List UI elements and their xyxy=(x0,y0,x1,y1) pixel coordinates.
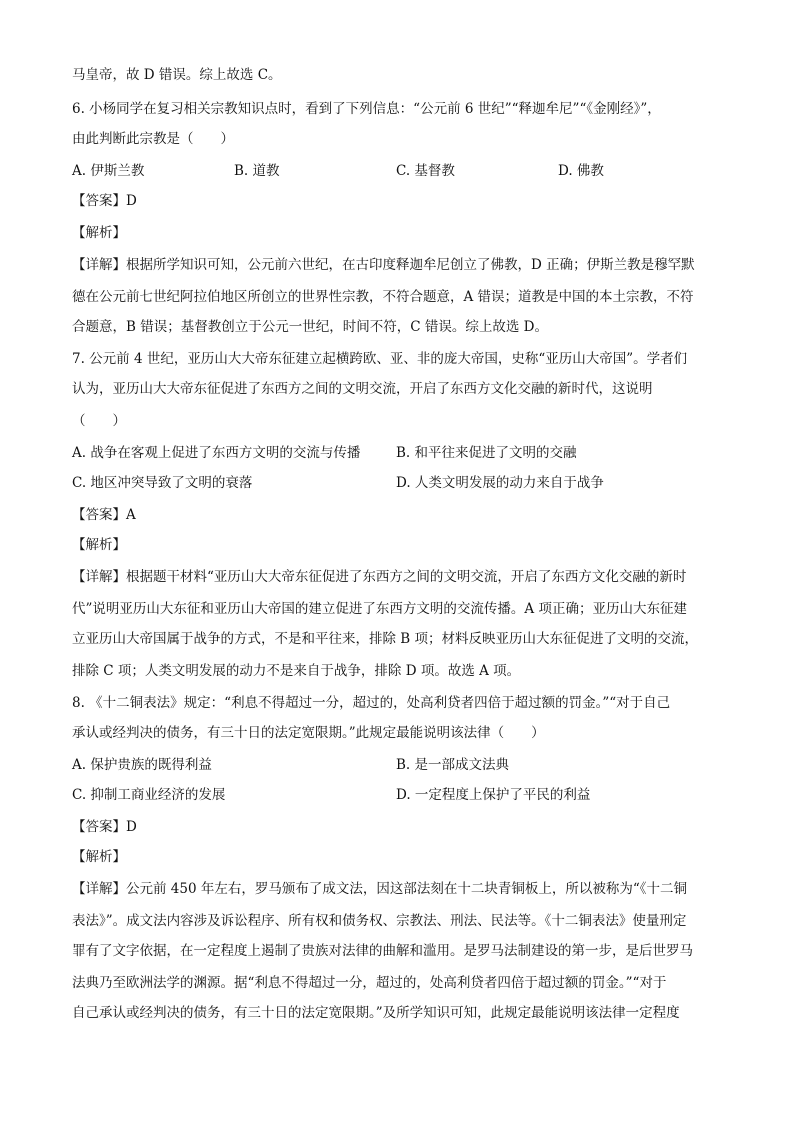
q7-option-b: B. 和平往来促进了文明的交融 xyxy=(396,445,577,461)
q7-detail-line: 立亚历山大帝国属于战争的方式，不是和平往来，排除 B 项；材料反映亚历山大东征促进了文明的交流， xyxy=(72,631,699,647)
q8-option-a: A. 保护贵族的既得利益 xyxy=(72,757,212,773)
question-7-stem-cont: （ ） xyxy=(72,413,126,429)
q7-detail-line: 排除 C 项；人类文明发展的动力不是来自于战争，排除 D 项。故选 A 项。 xyxy=(72,663,521,679)
text-line: 马皇帝，故 D 错误。综上故选 C。 xyxy=(72,67,282,83)
q6-detail-line: 【详解】根据所学知识可知，公元前六世纪，在古印度释迦牟尼创立了佛教，D 正确；伊斯兰教是穆罕默 xyxy=(72,257,695,273)
q7-option-a: A. 战争在客观上促进了东西方文明的交流与传播 xyxy=(72,445,361,461)
question-8-stem: 8. 《十二铜表法》规定：“利息不得超过一分，超过的，处高利贷者四倍于超过额的罚金。”“对于自己 xyxy=(72,695,671,711)
q6-option-c: C. 基督教 xyxy=(396,163,455,179)
question-6-stem-cont: 由此判断此宗教是（ ） xyxy=(72,131,234,147)
q6-detail-line: 合题意，B 错误；基督教创立于公元一世纪，时间不符，C 错误。综上故选 D。 xyxy=(72,319,548,335)
q6-option-b: B. 道教 xyxy=(234,163,280,179)
q8-detail-line: 罪有了文字依据，在一定程度上遏制了贵族对法律的曲解和滥用。是罗马法制建设的第一步，是后世罗马 xyxy=(72,943,693,959)
q8-detail-line: 【详解】公元前 450 年左右，罗马颁布了成文法，因这部法刻在十二块青铜板上，所以被称为“《十二铜 xyxy=(72,881,688,897)
q8-detail-line: 自己承认或经判决的债务，有三十日的法定宽限期。”及所学知识可知，此规定最能说明该法律一定程度 xyxy=(72,1005,680,1021)
q8-answer: 【答案】D xyxy=(72,819,137,835)
q8-analysis-label: 【解析】 xyxy=(72,849,126,865)
question-8-stem-cont: 承认或经判决的债务，有三十日的法定宽限期。”此规定最能说明该法律（ ） xyxy=(72,725,545,741)
question-7-stem: 7. 公元前 4 世纪，亚历山大大帝东征建立起横跨欧、亚、非的庞大帝国，史称“亚历山大帝国”。学者们 xyxy=(72,351,688,367)
q8-detail-line: 表法》”。成文法内容涉及诉讼程序、所有权和债务权、宗教法、刑法、民法等。《十二铜表法》使量刑定 xyxy=(72,913,687,929)
q6-analysis-label: 【解析】 xyxy=(72,225,126,241)
q8-option-c: C. 抑制工商业经济的发展 xyxy=(72,787,226,803)
q8-option-b: B. 是一部成文法典 xyxy=(396,757,510,773)
q6-detail-line: 德在公元前七世纪阿拉伯地区所创立的世界性宗教，不符合题意，A 错误；道教是中国的本土宗教，不符 xyxy=(72,289,694,305)
q7-option-c: C. 地区冲突导致了文明的衰落 xyxy=(72,475,253,491)
q6-option-a: A. 伊斯兰教 xyxy=(72,163,145,179)
q7-detail-line: 代”说明亚历山大东征和亚历山大帝国的建立促进了东西方文明的交流传播。A 项正确；亚历山大东征建 xyxy=(72,601,687,617)
question-7-stem-cont: 认为，亚历山大大帝东征促进了东西方之间的文明交流，开启了东西方文化交融的新时代，这说明 xyxy=(72,381,653,397)
q6-option-d: D. 佛教 xyxy=(558,163,604,179)
q7-detail-line: 【详解】根据题干材料“亚历山大大帝东征促进了东西方之间的文明交流，开启了东西方文化交融的新时 xyxy=(72,569,687,585)
q7-answer: 【答案】A xyxy=(72,507,136,523)
q7-option-d: D. 人类文明发展的动力来自于战争 xyxy=(396,475,604,491)
q8-option-d: D. 一定程度上保护了平民的利益 xyxy=(396,787,591,803)
q8-detail-line: 法典乃至欧洲法学的渊源。据“利息不得超过一分，超过的，处高利贷者四倍于超过额的罚金。”“对于 xyxy=(72,975,667,991)
q7-analysis-label: 【解析】 xyxy=(72,537,126,553)
question-6-stem: 6. 小杨同学在复习相关宗教知识点时，看到了下列信息：“公元前 6 世纪”“释迦牟尼”“《金刚经》”， xyxy=(72,101,661,117)
q6-answer: 【答案】D xyxy=(72,193,137,209)
